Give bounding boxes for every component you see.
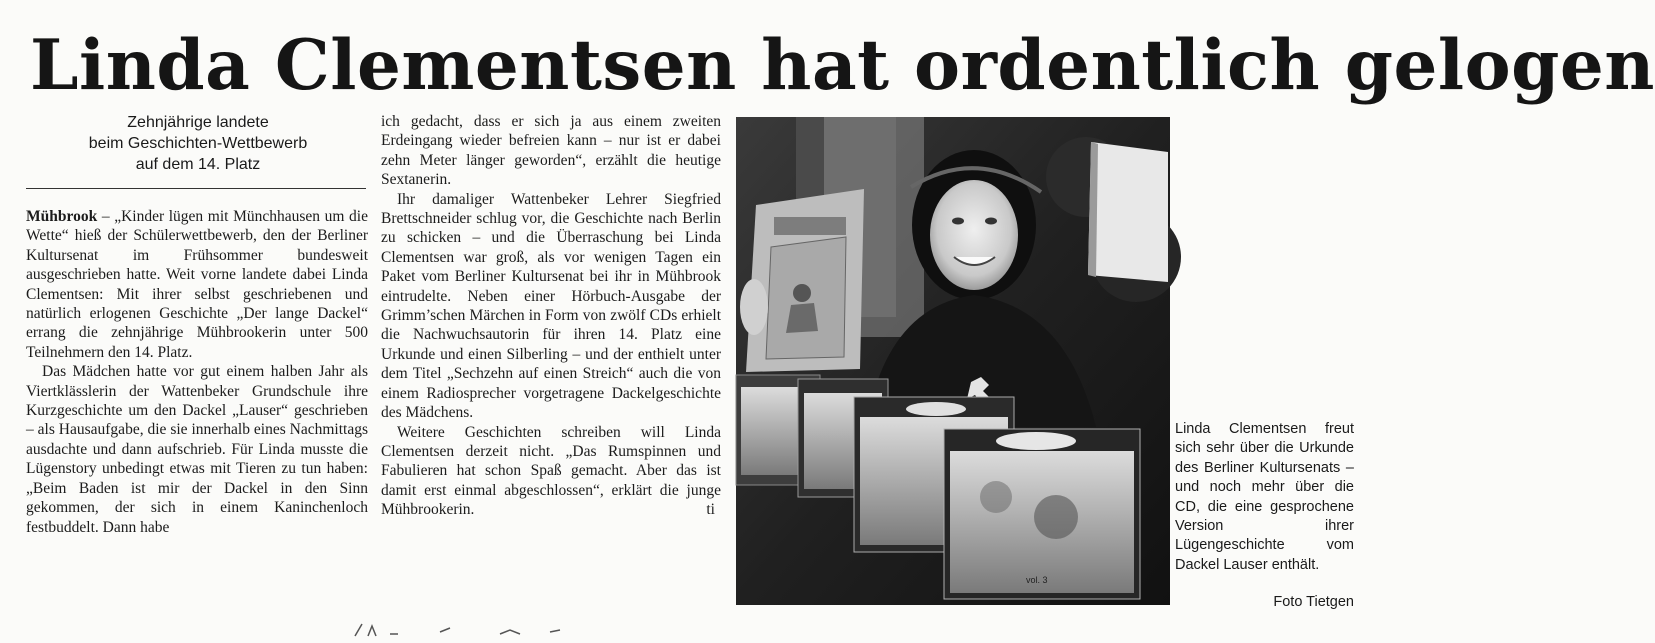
subheadline-line-1: Zehnjährige landete: [127, 114, 269, 131]
dateline: Mühbrook: [26, 208, 98, 225]
photo-credit: Foto Tietgen: [1273, 594, 1354, 610]
divider: [26, 188, 366, 189]
pen-marks: [350, 620, 590, 640]
subheadline-line-3: auf dem 14. Platz: [135, 156, 261, 173]
subheadline: [28, 112, 368, 175]
paragraph-3: Ihr damaliger Wattenbeker Lehrer Siegfried Brettschneider schlug vor, die Geschichte nach Berlin zu schicken – und die Überraschung bei Linda Clementsen war groß, als vor wenigen Tagen ein Paket vom Berliner Kultursenat bei ihr in Mühbrook eintrudelte. Neben einer Hörbuch-Ausgabe der Grimm’schen Märchen in Form von zwölf CDs erhielt die Nachwuchsautorin für ihren 14. Platz eine Urkunde und einen Silberling – und der enthielt unter dem Titel „Sechzehn auf einen Streich“ auch die von einem Radiosprecher vorgetragene Dackelgeschichte des Mädchens.: [381, 190, 721, 422]
lead-paragraph: [26, 207, 368, 362]
cd-case: [944, 429, 1140, 599]
paragraph-2-continued: ich gedacht, dass er sich ja aus einem zweiten Erdeingang wieder befreien kann – nur ist er dabei zehn Meter länger geworden“, erzählt die heutige Sextanerin.: [381, 113, 721, 189]
photo-caption: Linda Clementsen freut sich sehr über die Urkunde des Berliner Kultursenats – und noch mehr über die CD, die eine gesprochene Version ihrer Lügengeschichte vom Dackel Lauser enthält.: [1175, 421, 1354, 573]
cd-label-vol3: vol. 3: [1026, 575, 1048, 585]
headline: Linda Clementsen hat ordentlich gelogen: [30, 25, 1655, 106]
article-column-2: [381, 112, 721, 520]
author-initials: ti: [706, 501, 715, 519]
article-column-1: [26, 207, 368, 537]
paragraph-4-text: Weitere Geschichten schreiben will Linda Clementsen derzeit nicht. „Das Rumspinnen und Fabulieren hat schon Spaß gemacht. Aber das ist damit erst einmal abgeschlossen“, erklärt die junge Mühbrookerin.: [381, 423, 721, 519]
paragraph-2: Das Mädchen hatte vor gut einem halben Jahr als Viertklässlerin der Wattenbeker Grundschule ihre Kurzgeschichte um den Dackel „Lauser“ geschrieben – als Hausaufgabe, die sie innerhalb eines Nachmittags ausdachte und dann aufschrieb. Für Linda musste die Lügenstory unbedingt etwas mit Tieren zu tun haben: „Beim Baden ist mir der Dackel in den Sinn gekommen, der sich in einem Kaninchenloch festbuddelt. Dann habe: [26, 363, 368, 536]
subheadline-line-2: beim Geschichten-Wettbewerb: [88, 135, 308, 152]
lead-text: – „Kinder lügen mit Münchhausen um die Wette“ hieß der Schülerwettbewerb, den der Berliner Kultursenat im Frühsommer bundesweit ausgeschrieben hatte. Weit vorne landete dabei Linda Clementsen: Mit ihrer selbst geschriebenen und natürlich erlogenen Geschichte „Der lange Dackel“ errang die zehnjährige Mühbrookerin unter 500 Teilnehmern den 14. Platz.: [26, 208, 368, 361]
paragraph-4: [381, 423, 721, 520]
article-photo: [736, 117, 1170, 605]
